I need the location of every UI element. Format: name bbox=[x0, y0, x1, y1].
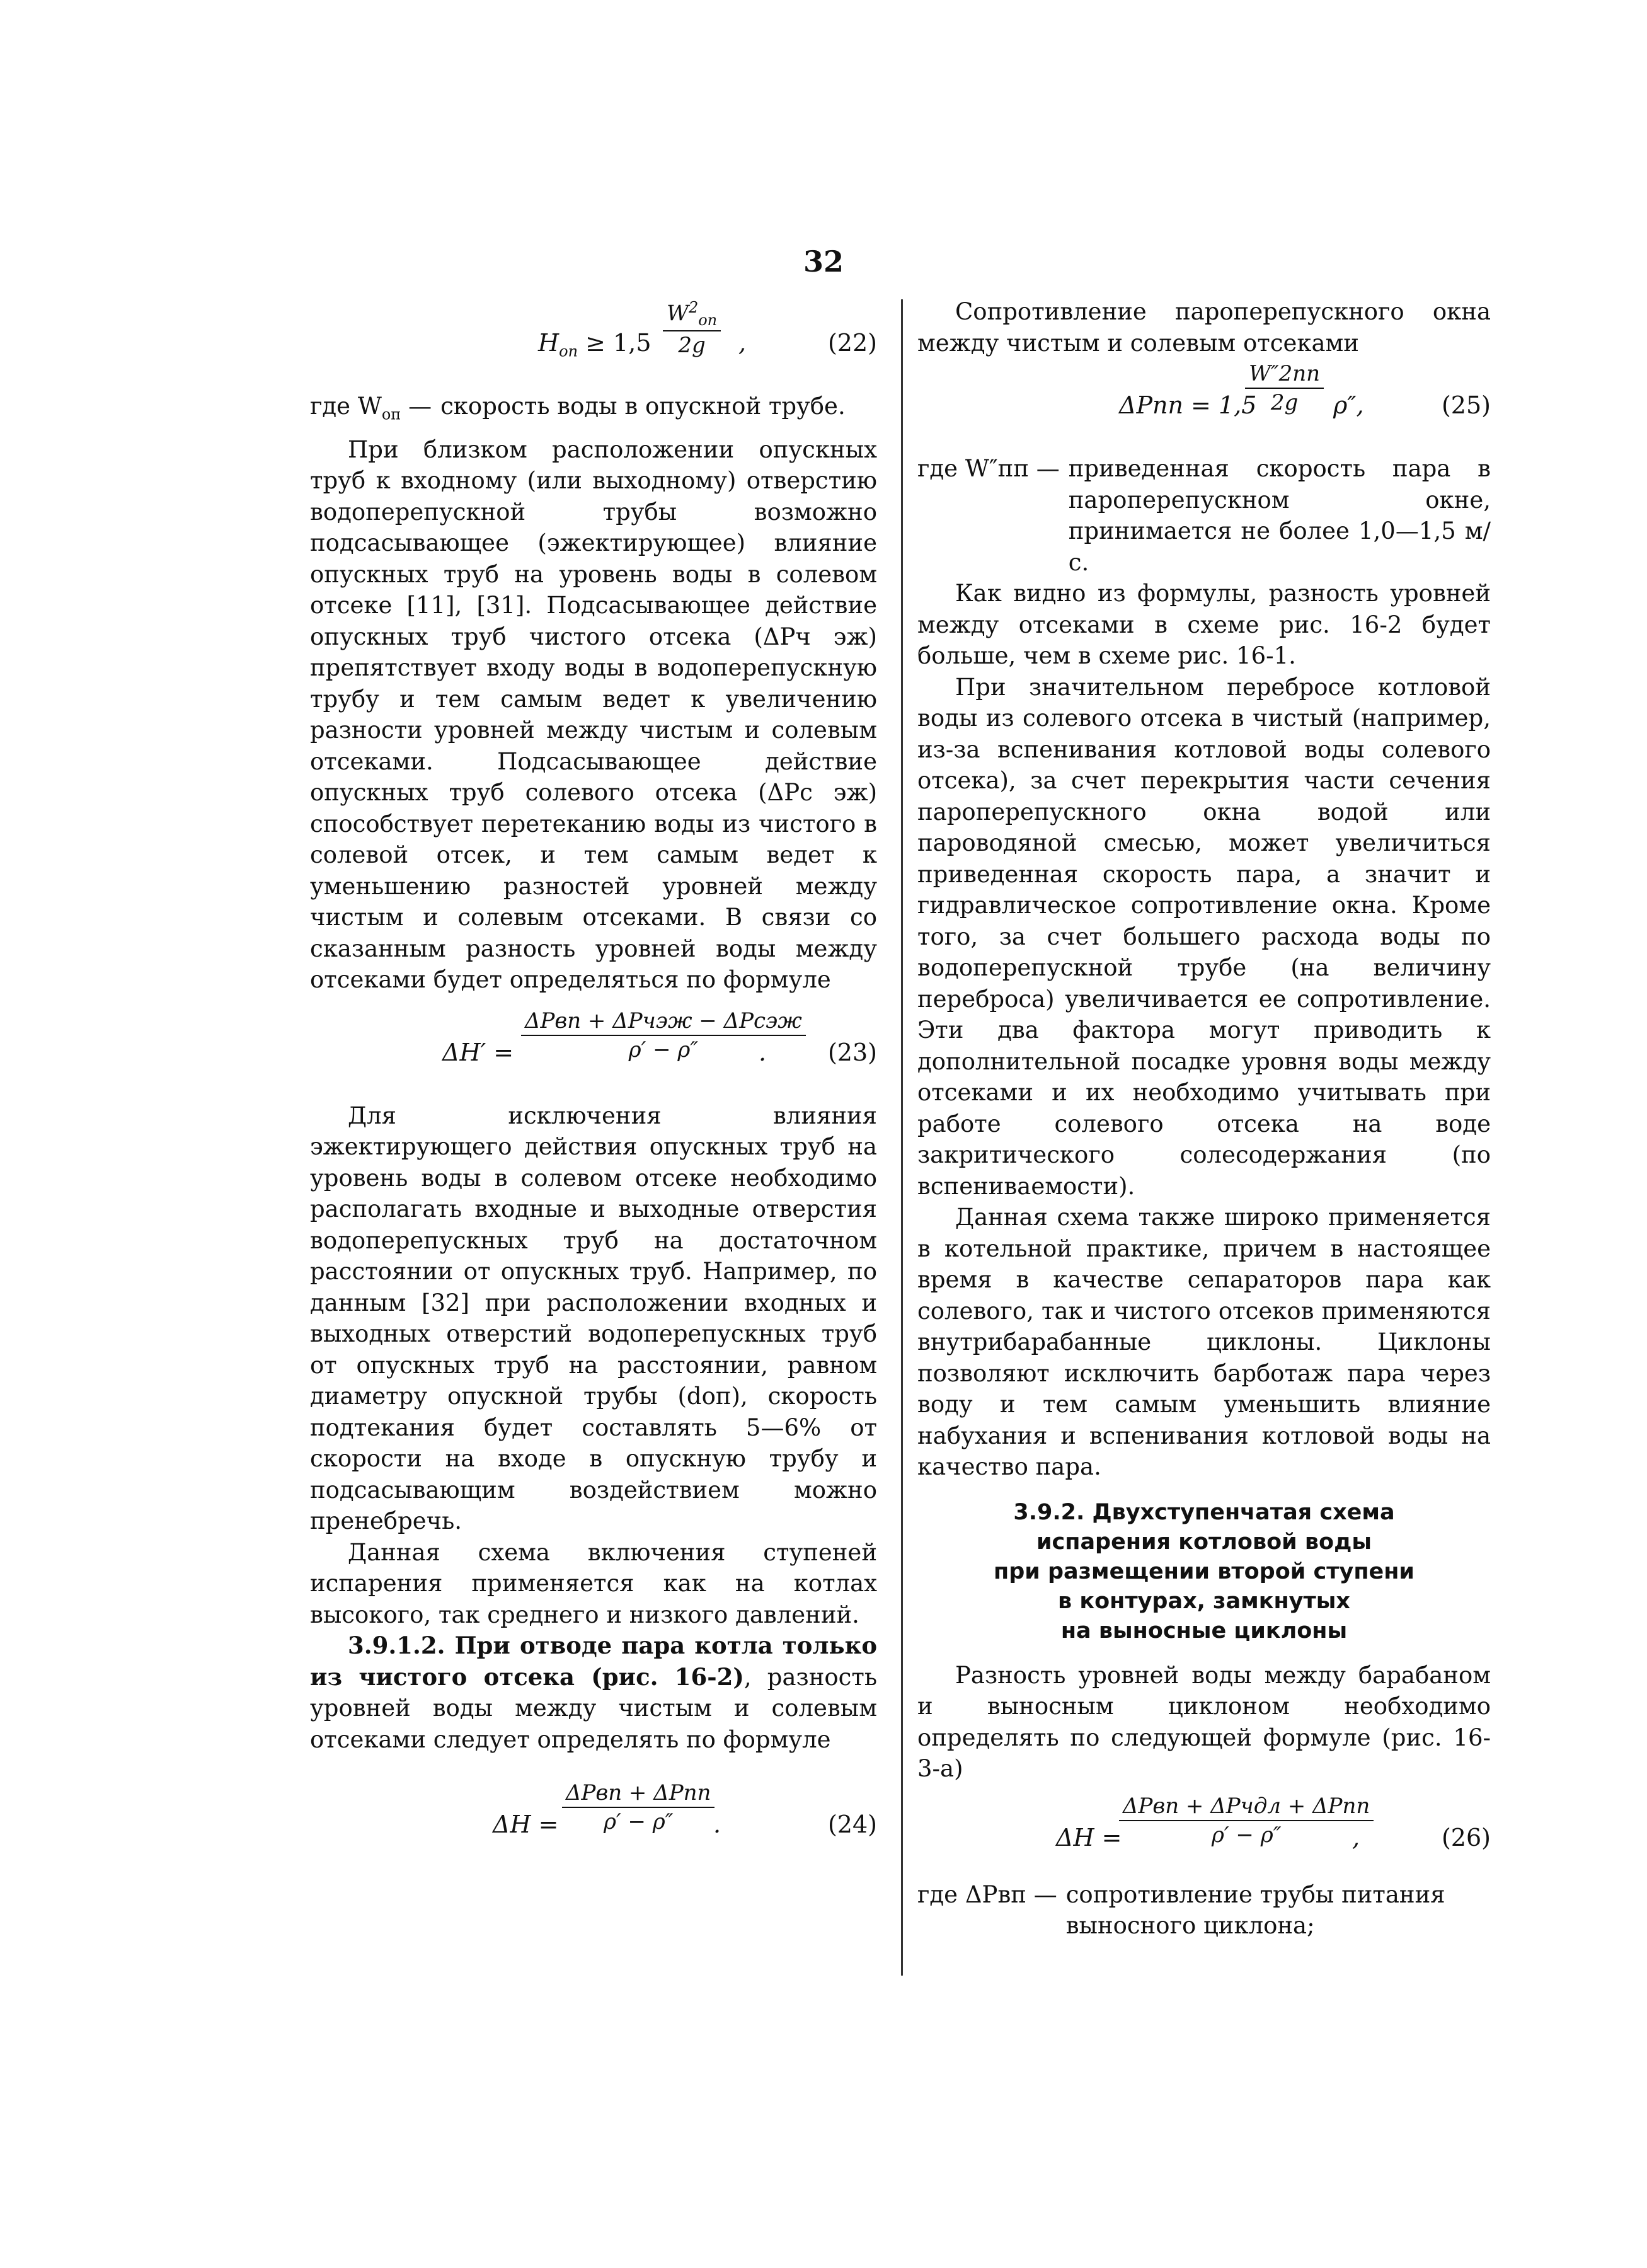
right-column bbox=[917, 296, 1491, 1942]
eq22-num-sup: 2 bbox=[688, 299, 699, 316]
where-25 bbox=[917, 453, 1491, 578]
eq26-num: ΔPвп + ΔPчдл + ΔPпп bbox=[1123, 1793, 1370, 1819]
eq23-tail: . bbox=[759, 1038, 767, 1066]
equation-24 bbox=[310, 1778, 877, 1872]
equation-25 bbox=[917, 359, 1491, 453]
paragraph-text: , разность уровней воды между чистым и солевым отсеками следует определять по формуле bbox=[310, 1663, 877, 1753]
where25-label: где W″пп — bbox=[917, 455, 1060, 482]
eq25-den: 2g bbox=[1270, 390, 1299, 415]
eq25-number: (25) bbox=[1441, 391, 1491, 419]
eq24-number: (24) bbox=[827, 1810, 877, 1839]
page-number: 32 bbox=[803, 245, 844, 279]
eq24-fraction bbox=[562, 1780, 714, 1834]
paragraph: Разность уровней воды между барабаном и выносным циклоном необходимо определять по следующей формуле (рис. 16-3-а) bbox=[917, 1661, 1491, 1782]
eq24-lhs: ΔH = bbox=[493, 1810, 559, 1839]
column-divider bbox=[901, 299, 903, 1976]
equation-26 bbox=[917, 1791, 1491, 1879]
where25-text: приведенная скорость пара в пароперепускном окне, принимается не более 1,0—1,5 м/с. bbox=[1068, 455, 1491, 576]
paragraph: Для исключения влияния эжектирующего действия опускных труб на уровень воды в солевом отсеке необходимо располагать входные и выходные отверстия водоперепускных труб на достаточном расстоянии от опускных труб. Например, по данным [32] при расположении входных и выходных отверстий водоперепускных труб от опускных труб на расстоянии, равном диаметру опускной трубы (dоп), скорость подтекания будет составлять 5—6% от скорости на входе в опускную трубу и подсасывающим воздействием можно пренебречь. bbox=[310, 1102, 877, 1535]
eq25-tail: ρ″, bbox=[1333, 391, 1364, 419]
equation-22 bbox=[310, 296, 877, 391]
paragraph bbox=[310, 1630, 877, 1755]
where22-label-sub: оп bbox=[381, 405, 401, 423]
eq22-number: (22) bbox=[827, 329, 877, 357]
where22-dash: — bbox=[408, 393, 432, 420]
eq22-fraction bbox=[663, 299, 721, 358]
eq26-number: (26) bbox=[1441, 1823, 1491, 1851]
paragraph: Данная схема включения ступеней испарения применяется как на котлах высокого, так среднего и низкого давлений. bbox=[310, 1538, 877, 1628]
eq25-fraction bbox=[1245, 361, 1324, 415]
eq22-lhs: H bbox=[538, 329, 560, 357]
where26-label: где ΔPвп — bbox=[917, 1880, 1057, 1908]
eq24-tail: . bbox=[713, 1810, 721, 1839]
paragraph: Как видно из формулы, разность уровней между отсеками в схеме рис. 16-2 будет больше, чем в схеме рис. 16-1. bbox=[917, 580, 1491, 669]
paragraph: Сопротивление пароперепускного окна между чистым и солевым отсеками bbox=[917, 298, 1491, 357]
eq26-lhs: ΔH = bbox=[1056, 1823, 1122, 1851]
eq26-den: ρ′ − ρ″ bbox=[1211, 1822, 1282, 1848]
eq25-lhs: ΔPпп = 1,5 bbox=[1119, 391, 1257, 419]
eq26-fraction bbox=[1119, 1793, 1374, 1848]
section-heading-line: испарения котловой воды bbox=[1036, 1529, 1372, 1555]
where-22 bbox=[310, 391, 877, 430]
section-heading-line: на выносные циклоны bbox=[1060, 1618, 1348, 1643]
eq23-den: ρ′ − ρ″ bbox=[628, 1037, 699, 1062]
eq25-num: W″2пп bbox=[1249, 361, 1321, 386]
where22-text: скорость воды в опускной трубе. bbox=[440, 393, 846, 420]
eq22-num-sub: оп bbox=[698, 311, 718, 330]
where26-text: сопротивление трубы питания выносного циклона; bbox=[1065, 1880, 1445, 1939]
left-column bbox=[310, 296, 877, 1872]
where-26 bbox=[917, 1879, 1491, 1942]
eq22-lhs-sub: оп bbox=[559, 342, 578, 360]
eq23-num: ΔPвп + ΔPчэж − ΔPсэж bbox=[525, 1008, 802, 1033]
section-heading bbox=[917, 1498, 1491, 1646]
paragraph: При близком расположении опускных труб к входному (или выходному) отверстию водоперепускной трубы возможно подсасывающее (эжектирующее) влияние опускных труб на уровень воды в солевом отсеке [11], [31]. Подсасывающее действие опускных труб чистого отсека (ΔPч эж) препятствует входу воды в водоперепускную трубу и тем самым ведет к увеличению разности уровней между чистым и солевым отсеками. Подсасывающее действие опускных труб солевого отсека (ΔPс эж) способствует перетеканию воды из чистого в солевой отсек, и тем самым ведет к уменьшению разностей уровней между чистым и солевым отсеками. В связи со сказанным разность уровней воды между отсеками будет определяться по формуле bbox=[310, 435, 877, 994]
equation-23 bbox=[310, 1006, 877, 1100]
eq22-rel: ≥ 1,5 bbox=[585, 329, 651, 357]
eq24-den: ρ′ − ρ″ bbox=[603, 1809, 674, 1835]
eq23-number: (23) bbox=[827, 1038, 877, 1066]
eq24-num: ΔPвп + ΔPпп bbox=[566, 1780, 711, 1806]
eq23-lhs: ΔH′ = bbox=[442, 1038, 514, 1066]
eq22-tail: , bbox=[738, 329, 747, 357]
section-heading-line: 3.9.2. Двухступенчатая схема bbox=[1013, 1499, 1395, 1525]
section-heading-line: в контурах, замкнутых bbox=[1058, 1588, 1350, 1614]
paragraph: Данная схема также широко применяется в котельной практике, причем в настоящее время в качестве сепараторов пара как солевого, так и чистого отсеков применяются внутрибарабанные циклоны. Циклоны позволяют исключить барботаж пара через воду и тем самым уменьшить влияние набухания и вспенивания котловой воды на качество пара. bbox=[917, 1204, 1491, 1480]
where22-label: где W bbox=[310, 393, 382, 420]
section-heading-line: при размещении второй ступени bbox=[994, 1558, 1415, 1584]
eq22-num: W bbox=[667, 301, 689, 326]
eq26-tail: , bbox=[1352, 1823, 1360, 1851]
eq22-den: 2g bbox=[678, 333, 706, 359]
paragraph: При значительном перебросе котловой воды из солевого отсека в чистый (например, из-за вспенивания котловой воды солевого отсека), за счет перекрытия части сечения пароперепускного окна водой или пароводяной смесью, может увеличиться приведенная скорость пара, а значит и гидравлическое сопротивление окна. Кроме того, за счет большего расхода воды по водоперепускной трубе (на величину переброса) увеличивается ее сопротивление. Эти два фактора могут приводить к дополнительной посадке уровня воды между отсеками и их необходимо учитывать при работе солевого отсека на воде закритического солесодержания (по вспениваемости). bbox=[917, 673, 1491, 1200]
subsection-title: 3.9.1.2. При отводе пара котла только из чистого отсека (рис. 16-2) bbox=[310, 1632, 877, 1691]
